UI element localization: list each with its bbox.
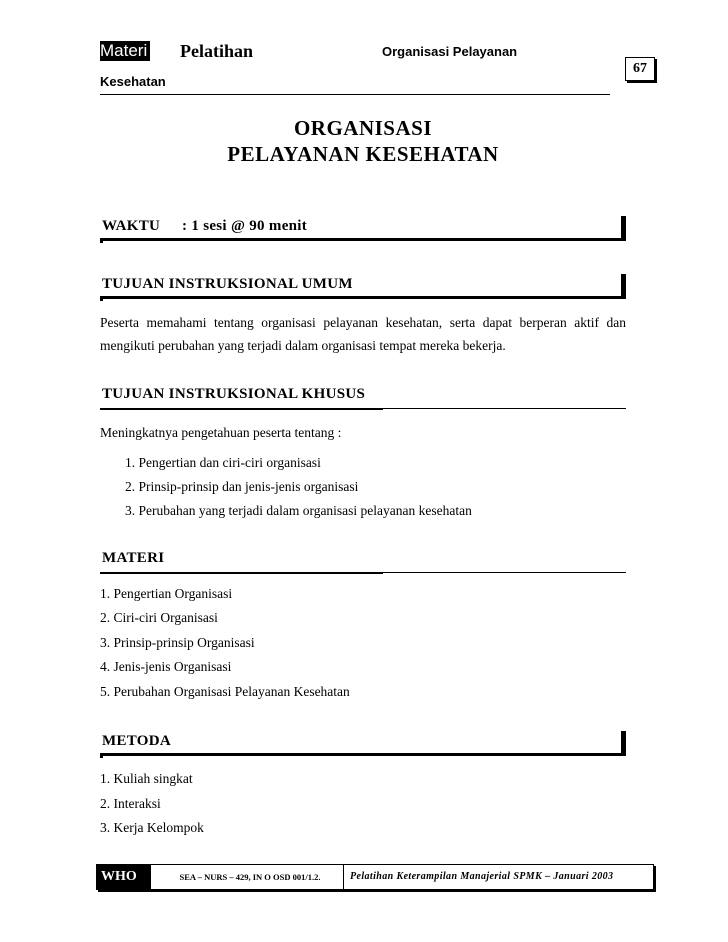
list-item: 3. Kerja Kelompok: [100, 820, 204, 835]
document-title-line2: PELAYANAN KESEHATAN: [227, 142, 499, 166]
page-footer: [96, 864, 654, 890]
waktu-value: : 1 sesi @ 90 menit: [182, 218, 308, 234]
page-number: 67: [625, 57, 655, 81]
list-item: 1. Pengertian dan ciri-ciri organisasi: [125, 455, 321, 470]
list-item: 5. Perubahan Organisasi Pelayanan Kesehatan: [100, 684, 350, 699]
list-item: 2. Interaksi: [100, 796, 161, 811]
tik-section-heading: [100, 384, 626, 409]
list-item: 2. Ciri-ciri Organisasi: [100, 610, 218, 625]
tiu-section-heading: [100, 274, 626, 299]
header-pelatihan-label: Pelatihan: [180, 41, 254, 61]
list-item: 1. Kuliah singkat: [100, 771, 193, 786]
list-item: 2. Prinsip-prinsip dan jenis-jenis organisasi: [125, 479, 359, 494]
list-item: 1. Pengertian Organisasi: [100, 586, 233, 601]
tiu-heading: TUJUAN INSTRUKSIONAL UMUM: [102, 276, 353, 292]
document-title-line1: ORGANISASI: [293, 116, 433, 140]
tik-heading: TUJUAN INSTRUKSIONAL KHUSUS: [102, 386, 366, 402]
list-item: 3. Prinsip-prinsip Organisasi: [100, 635, 255, 650]
waktu-section-heading: [100, 216, 626, 241]
header-materi-label: Materi: [100, 41, 150, 61]
list-item: 3. Perubahan yang terjadi dalam organisasi pelayanan kesehatan: [125, 503, 472, 518]
footer-document-code: SEA – NURS – 429, IN O OSD 001/1.2.: [179, 872, 321, 882]
page-header: [100, 40, 610, 95]
tik-intro: Meningkatnya pengetahuan peserta tentang :: [100, 425, 342, 440]
materi-heading: MATERI: [102, 550, 165, 566]
header-kesehatan-label: Kesehatan: [100, 74, 166, 89]
metoda-heading: METODA: [102, 733, 172, 749]
footer-training-title: Pelatihan Keterampilan Manajerial SPMK – Januari 2003: [343, 865, 653, 889]
header-module-title: Organisasi Pelayanan: [382, 44, 518, 59]
tiu-paragraph: Peserta memahami tentang organisasi pelayanan kesehatan, serta dapat berperan aktif dan mengikuti perubahan yang terjadi dalam organisasi tempat mereka bekerja.: [100, 315, 626, 353]
list-item: 4. Jenis-jenis Organisasi: [100, 659, 232, 674]
waktu-label: WAKTU: [102, 218, 161, 234]
materi-section-heading: [100, 548, 626, 573]
metoda-section-heading: [100, 731, 626, 756]
footer-who-label: WHO: [97, 865, 151, 889]
